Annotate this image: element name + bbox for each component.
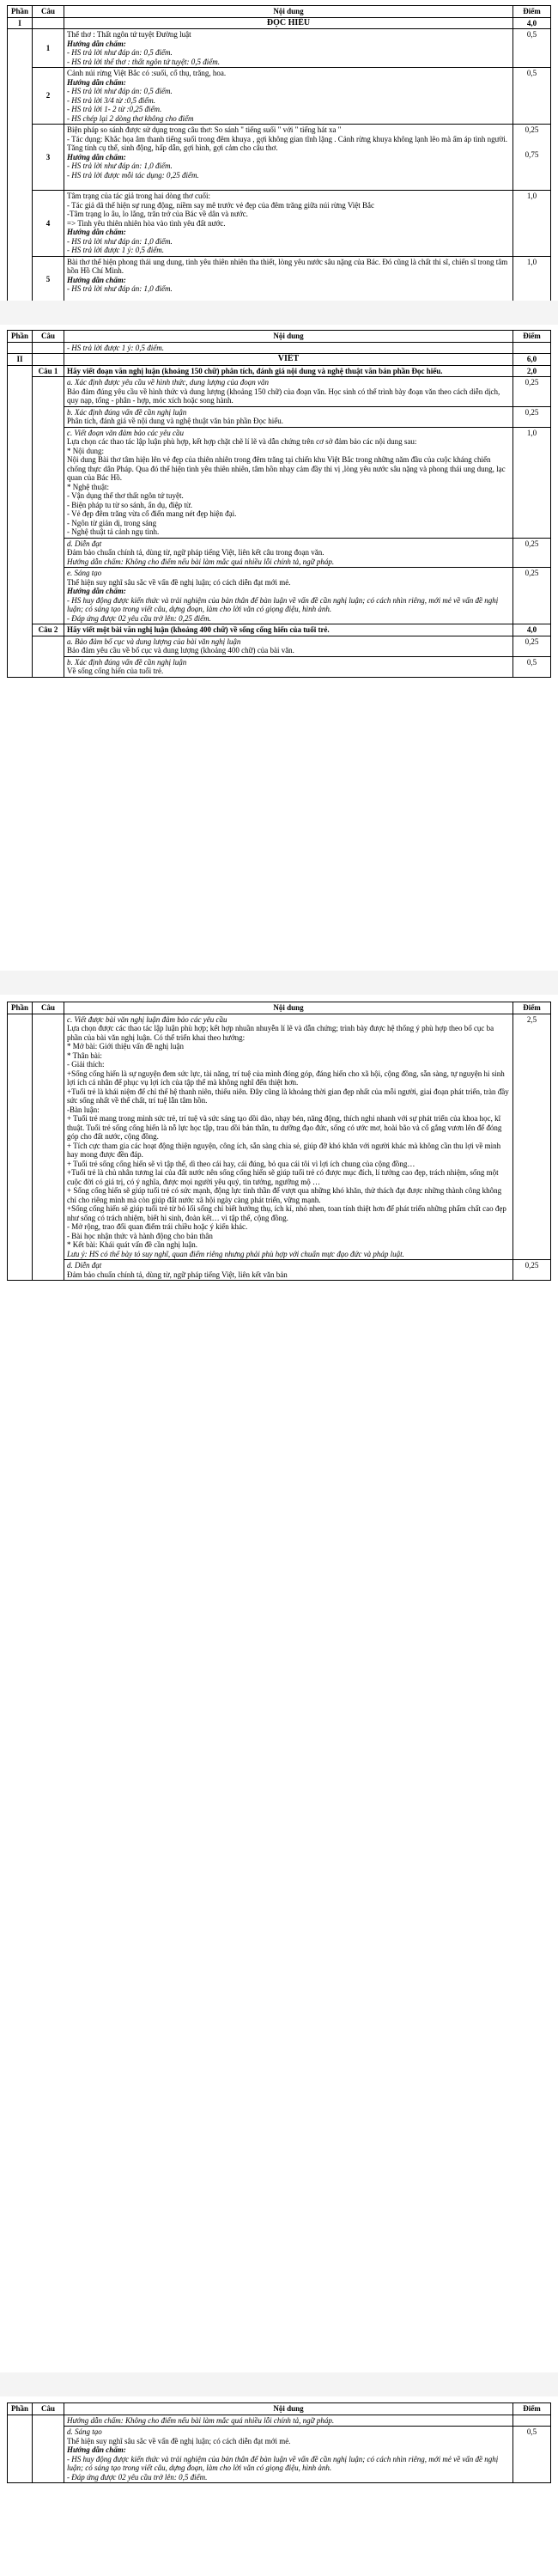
criterion-line: * Mở bài: Giới thiệu vấn đề nghị luận: [67, 1042, 184, 1050]
header-question: Câu: [33, 331, 64, 343]
grading-line: - Đáp ứng được 02 yêu cầu trở lên: 0,25 điểm.: [67, 613, 211, 623]
section-row-reading: [8, 17, 551, 29]
question-row: [8, 256, 551, 303]
points-value: 0,25: [525, 125, 539, 134]
criterion-line: +Sống cống hiến là sự nguyện đem sức lực, tài năng, trí tuệ của mình đóng góp, đáng hiến cho xã hội, cộng đồng, sẵn sàng, tự nguyện hi sinh lợi ích cá nhân để phục vụ lợi ích của tập thể mà không nghĩ đến thiệt hơn.: [67, 1069, 505, 1087]
criterion-line: - Mở rộng, trao đổi quan điểm trái chiều hoặc ý kiến khác.: [67, 1222, 248, 1231]
criterion-line: + Tuổi trẻ mang trong mình sức trẻ, trí tuệ và sức sáng tạo dồi dào, nhạy bén, năng động, thích nghi nhanh với sự phát triển của khoa học, kĩ thuật. Tuổi trẻ sống cống hiến là nỗ lực học tập, trau dồi bản thân, tu dưỡng đạo đức, sống có ước mơ, hoài bão và cố gắng vươn lên để đóng góp cho đất nước, cộng đồng.: [67, 1114, 502, 1141]
header-part: Phần: [8, 331, 33, 343]
page-1: [7, 5, 551, 304]
answer-line: - Tác giả dã thể hiện sự rung động, niềm say mê trước vẻ đẹp của đêm trăng giữa núi rừng Việt Bắc: [67, 200, 375, 210]
answer-table-4: [7, 2402, 551, 2483]
criterion-line: +Tuổi trẻ là chủ nhân tương lai của đất nước nên sống cống hiến sẽ giúp tuổi trẻ có được mục đích, lí tưởng cao đẹp, trách nhiệm, sống một cuộc đời có giá trị, có ý nghĩa, được mọi người yêu quý, tin tưởng, ngưỡng mộ …: [67, 1168, 499, 1186]
grading-line: - HS trả lời thể thơ : thất ngôn tứ tuyệt: 0,5 điểm.: [67, 57, 220, 66]
criterion-points: 0,25: [513, 377, 551, 407]
question-number: Câu 1: [33, 365, 64, 377]
question-content: [64, 125, 513, 191]
grading-line: - HS trả lời như đáp án: 1,0 điểm.: [67, 284, 173, 293]
question-number: Câu 2: [33, 624, 64, 636]
section-points: 6,0: [513, 354, 551, 366]
section-row-writing: [8, 354, 551, 366]
answer-line: - Tác dụng: Khắc họa âm thanh tiếng suối trong đêm khuya , gợi không gian tĩnh lặng . Cảnh rừng khuya không lạnh lẽo mà ấm áp tình người. Tăng tính cụ thể, sinh động, hấp dẫn, gợi hình, gợi cảm cho câu thơ.: [67, 134, 508, 152]
criterion-row: [8, 538, 551, 568]
question-points: 2,0: [513, 365, 551, 377]
criterion-content: [64, 1260, 513, 1281]
criterion-line: - Biện pháp tu từ so sánh, ẩn dụ, điệp từ.: [67, 500, 192, 509]
criterion-row: [8, 406, 551, 427]
criterion-row: [8, 568, 551, 624]
grading-line: - HS chép lại 2 dòng thơ không cho điểm: [67, 113, 194, 123]
grading-line: - HS trả lời như đáp án: 1,0 điểm.: [67, 161, 173, 170]
criterion-line: - Ngôn từ giản dị, trong sáng: [67, 518, 157, 527]
criterion-points: 0,25: [513, 538, 551, 568]
question-title-row: [8, 624, 551, 636]
criterion-points: 0,5: [513, 656, 551, 677]
criterion-line: Lựa chọn các thao tác lập luận phù hợp, kết hợp chặt chẽ lí lẽ và dẫn chứng trên cơ sở đảm bảo các nội dung sau:: [67, 437, 417, 446]
grading-line: - HS trả lời được 1 ý: 0,5 điểm.: [64, 342, 513, 354]
question-number: 3: [33, 125, 64, 191]
question-points: 4,0: [513, 624, 551, 636]
header-content: Nội dung: [64, 331, 513, 343]
criterion-row: [8, 1014, 551, 1260]
page-gap: [0, 2372, 558, 2396]
question-title: Hãy viết một bài văn nghị luận (khoảng 400 chữ) về sống cống hiến của tuổi trẻ.: [64, 624, 513, 636]
criterion-heading: e. Sáng tạo: [67, 569, 102, 577]
criterion-line: Về sống cống hiến của tuổi trẻ.: [67, 667, 164, 675]
question-content: [64, 191, 513, 257]
points-value: 0,75: [525, 149, 539, 159]
grading-heading: Hướng dẫn chấm:: [67, 77, 126, 87]
question-number: 5: [33, 256, 64, 303]
criterion-line: +Sống cống hiến sẽ giúp tuổi trẻ từ bỏ lối sống chỉ biết hưởng thụ, ích kỉ, nhỏ nhen, toan tính thiệt hơn để phát triển những phẩm chất cao đẹp như sống có trách nhiệm, biết hi sinh, đoàn kết… vì tập thể, cộng đồng.: [67, 1204, 506, 1222]
criterion-heading: d. Sáng tạo: [67, 2427, 102, 2436]
criterion-content: [64, 568, 513, 624]
question-points: 0,5: [513, 29, 551, 68]
question-title-row: [8, 365, 551, 377]
page-3: [7, 1002, 551, 1281]
question-content: [64, 68, 513, 125]
header-part: Phần: [8, 6, 33, 18]
criterion-row: [8, 2415, 551, 2427]
answer-line: Cảnh núi rừng Việt Bắc có :suối, cổ thụ, trăng, hoa.: [67, 69, 227, 77]
question-number: 1: [33, 29, 64, 68]
criterion-row: [8, 2427, 551, 2483]
criterion-line: Thể hiện suy nghĩ sâu sắc về vấn đề nghị luận; có cách diễn đạt mới mẻ.: [67, 2436, 291, 2445]
answer-line: Thể thơ : Thất ngôn tứ tuyệt Đường luật: [67, 30, 191, 39]
question-points: 0,5: [513, 68, 551, 125]
grading-line: - HS trả lời 3/4 từ :0,5 điểm.: [67, 95, 155, 105]
criterion-heading: b. Xác định đúng vấn đề cần nghị luận: [67, 407, 187, 417]
grading-heading: Hướng dẫn chấm:: [67, 152, 126, 161]
header-content: Nội dung: [64, 1002, 513, 1014]
answer-line: Biện pháp so sánh được sử dụng trong câu thơ: So sánh " tiếng suối " với " tiếng hát xa ": [67, 125, 342, 134]
criterion-content: [64, 377, 513, 407]
criterion-line: * Nội dung:: [67, 446, 105, 455]
question-content: [64, 256, 513, 303]
grading-heading: Hướng dẫn chấm:: [67, 275, 126, 284]
answer-line: Tâm trạng của tác giả trong hai dòng thơ cuối:: [67, 192, 210, 200]
criterion-line: * Thân bài:: [67, 1050, 102, 1060]
criterion-heading: c. Viết được bài văn nghị luận đảm bảo các yêu cầu: [67, 1014, 227, 1024]
criterion-row: [8, 427, 551, 538]
criterion-row: [8, 377, 551, 407]
page-2: [7, 330, 551, 678]
table-header-row: [8, 331, 551, 343]
criterion-content: [64, 1014, 513, 1260]
header-content: Nội dung: [64, 2403, 513, 2415]
header-part: Phần: [8, 1002, 33, 1014]
question-row: [8, 125, 551, 191]
criterion-line: + Tuổi trẻ sống cống hiến sẽ vì tập thể, dì theo cái hay, cái đúng, bỏ qua cái tôi vì lợi ích chung của cộng đồng…: [67, 1159, 415, 1168]
header-points: Điểm: [513, 331, 551, 343]
header-question: Câu: [33, 6, 64, 18]
grading-heading: Hướng dẫn chấm:: [67, 2445, 126, 2454]
grading-line: - HS trả lời 1- 2 từ :0,25 điểm.: [67, 105, 162, 113]
question-content: [64, 29, 513, 68]
part-number: I: [8, 17, 33, 29]
criterion-line: * Kết bài: Khái quát vấn đề cần nghị luận.: [67, 1240, 197, 1249]
criterion-points: 0,25: [513, 1260, 551, 1281]
criterion-line: Thể hiện suy nghĩ sâu sắc về vấn đề nghị luận; có cách diễn đạt mới mẻ.: [67, 577, 291, 587]
answer-line: => Tinh yêu thiên nhiên hòa vào tình yêu đất nước.: [67, 218, 226, 228]
question-row: [8, 68, 551, 125]
note-line: Lưu ý: HS có thể bày tỏ suy nghĩ, quan điểm riêng nhưng phải phù hợp với chuẩn mực đạo đức và pháp luật.: [67, 1249, 404, 1258]
section-points: 4,0: [513, 17, 551, 29]
header-question: Câu: [33, 2403, 64, 2415]
header-points: Điểm: [513, 2403, 551, 2415]
part-number: II: [8, 354, 33, 366]
criterion-content: [64, 656, 513, 677]
header-question: Câu: [33, 1002, 64, 1014]
criterion-points: 0,25: [513, 406, 551, 427]
criterion-line: Bảo đảm yêu cầu về bố cục và dung lượng (khoảng 400 chữ) của bài văn.: [67, 646, 294, 655]
grading-line: - HS huy động được kiến thức và trải nghiệm của bản thân để bàn luận về vấn đề cần nghị luận; có cách nhìn riêng, mới mẻ về vấn đề nghị luận; có sáng tạo trong viết câu, dựng đoạn, làm cho lời văn có giọng điệu, hình ảnh.: [67, 595, 499, 613]
criterion-points: 0,25: [513, 636, 551, 656]
grading-line: - HS trả lời được 1 ý: 0,5 điểm.: [67, 246, 164, 254]
criterion-line: +Tuổi trẻ là khái niệm để chỉ thế hệ thanh niên, thiếu niên. Đây cũng là khoảng thời gian đẹp nhất của mỗi người, giai đoạn phát triển, tràn đầy sức sống nhất về thể chất, trí tuệ lẫn tâm hồn.: [67, 1087, 509, 1105]
criterion-line: Lựa chọn được các thao tác lập luận phù hợp; kết hợp nhuần nhuyễn lí lẽ và dẫn chứng; trình bày được hệ thống ý phù hợp theo bố cục ba phần của bài văn nghị luận. Có thể triển khai theo hướng:: [67, 1024, 494, 1042]
criterion-heading: c. Viết đoạn văn đảm bảo các yêu cầu: [67, 428, 185, 437]
criterion-line: + Sống cống hiến sẽ giúp tuổi trẻ có sức mạnh, động lực tinh thần để vượt qua những khó khăn, thử thách đạt được những thành công không chỉ cho riêng mình mà còn giúp đất nước xã hội ngày càng phát triển, vững mạnh.: [67, 1186, 502, 1204]
grading-line: - Đáp ứng được 02 yêu cầu trở lên: 0,5 điểm.: [67, 2472, 208, 2482]
criterion-line: Đảm bảo chuẩn chính tả, dùng từ, ngữ pháp tiếng Việt, liên kết câu trong đoạn văn.: [67, 548, 324, 557]
criterion-content: [64, 406, 513, 427]
question-number: 4: [33, 191, 64, 257]
criterion-line: - Vận dụng thể thơ thất ngôn tứ tuyệt.: [67, 491, 184, 500]
table-header-row: [8, 1002, 551, 1014]
question-number: 2: [33, 68, 64, 125]
grading-line: - HS trả lời như đáp án: 1,0 điểm.: [67, 236, 173, 246]
question-row: [8, 191, 551, 257]
header-points: Điểm: [513, 1002, 551, 1014]
header-part: Phần: [8, 2403, 33, 2415]
grading-line: - HS trả lời như đáp án: 0,5 điểm.: [67, 87, 173, 95]
criterion-content: [64, 636, 513, 656]
page-gap: [0, 301, 558, 325]
criterion-content: [64, 2415, 513, 2427]
question-row: [8, 29, 551, 68]
criterion-points: 0,5: [513, 2427, 551, 2483]
criterion-points: 0,25: [513, 568, 551, 624]
grading-line: - HS trả lời như đáp án: 0,5 điểm.: [67, 48, 173, 57]
criterion-line: Nội dung Bài thơ tâm hiện lên vẻ đẹp của thiên nhiên trong đêm trăng tại chiến khu Việt Bắc trong những năm đầu của cuộc kháng chiến chống thực dân Pháp. Qua đó thể hiện tình yêu thiên nhiên, tâm hồn nhạy cảm đầy thi vị ,lòng yêu nước sâu nặng và phong thái ung dung, lạc quan của Bác Hồ.: [67, 455, 506, 482]
answer-table-1: [7, 5, 551, 304]
page-gap: [0, 971, 558, 995]
carry-row: [8, 342, 551, 354]
question-title: Hãy viết đoạn văn nghị luận (khoảng 150 chữ) phân tích, đánh giá nội dung và nghệ thuật văn bản phần Đọc hiểu.: [64, 365, 513, 377]
criterion-heading: a. Bảo đảm bố cục và dung lượng của bài văn nghị luận: [67, 636, 241, 646]
grading-line: Hướng dẫn chấm: Không cho điểm nếu bài làm mắc quá nhiều lỗi chính tả, ngữ pháp.: [67, 2415, 335, 2425]
criterion-content: [64, 427, 513, 538]
question-points: 1,0: [513, 256, 551, 303]
criterion-line: - Vẻ đẹp đêm trăng vừa cổ điển mang nét đẹp hiện đại.: [67, 509, 237, 518]
grading-line: - HS huy động được kiến thức và trải nghiệm của bản thân để bàn luận về vấn đề cần nghị luận; có cách nhìn riêng, mới mẻ về vấn đề nghị luận; có sáng tạo trong viết câu, dựng đoạn, làm cho lời văn có giọng điệu, hình ảnh.: [67, 2454, 499, 2472]
page-4: [7, 2402, 551, 2483]
criterion-line: Phân tích, đánh giá về nội dung và nghệ thuật văn bản phần Đọc hiểu.: [67, 417, 283, 425]
criterion-heading: b. Xác định đúng vấn đề cần nghị luận: [67, 657, 187, 667]
criterion-heading: d. Diễn đạt: [67, 539, 102, 548]
section-title: ĐỌC HIỂU: [64, 17, 513, 29]
criterion-line: - Nghệ thuật tả cảnh ngụ tình.: [67, 527, 160, 536]
criterion-content: [64, 2427, 513, 2483]
answer-table-2: [7, 330, 551, 678]
criterion-points: 1,0: [513, 427, 551, 538]
criterion-line: Bảo đảm đúng yêu cầu về hình thức và dung lượng (khoảng 150 chữ) của đoạn văn. Học sinh có thể trình bày đoạn văn theo cách diễn dịch, quy nạp, tổng - phân - hợp, móc xích hoặc song hành.: [67, 387, 500, 405]
answer-line: -Tâm trạng lo âu, lo lắng, trăn trở của Bác về dân và nước.: [67, 210, 248, 218]
grading-heading: Hướng dẫn chấm:: [67, 39, 126, 48]
answer-table-3: [7, 1002, 551, 1281]
criterion-heading: d. Diễn đạt: [67, 1261, 102, 1270]
table-header-row: [8, 2403, 551, 2415]
header-content: Nội dung: [64, 6, 513, 18]
criterion-line: + Tích cực tham gia các hoạt động thiện nguyện, công ích, sẵn sàng chia sẻ, giúp đỡ khó khăn với người khác mà không cần thu lợi về mình hay mong được đền đáp.: [67, 1141, 501, 1159]
criterion-line: - Bài học nhận thức và hành động cho bản thân: [67, 1231, 213, 1240]
criterion-row: [8, 656, 551, 677]
answer-line: Bài thơ thể hiện phong thái ung dung, tinh yêu thiên nhiên tha thiết, lòng yêu nước sâu nặng của Bác. Đó cũng là chất thi sĩ, chiến sĩ trong tâm hồn Hồ Chí Minh.: [67, 257, 508, 275]
criterion-row: [8, 636, 551, 656]
criterion-content: [64, 538, 513, 568]
section-title: VIẾT: [64, 354, 513, 366]
criterion-row: [8, 1260, 551, 1281]
question-points: [513, 125, 551, 191]
grading-heading: Hướng dẫn chấm:: [67, 228, 126, 236]
table-header-row: [8, 6, 551, 18]
grading-line: Hướng dẫn chấm: Không cho điểm nếu bài làm mắc quá nhiều lỗi chính tả, ngữ pháp.: [67, 557, 335, 566]
criterion-points: 2,5: [513, 1014, 551, 1260]
criterion-line: * Nghệ thuật:: [67, 482, 109, 491]
header-points: Điểm: [513, 6, 551, 18]
question-points: 1,0: [513, 191, 551, 257]
grading-heading: Hướng dẫn chấm:: [67, 587, 126, 595]
criterion-line: - Giải thích:: [67, 1060, 105, 1069]
criterion-heading: a. Xác định được yêu cầu về hình thức, dung lượng của đoạn văn: [67, 378, 270, 387]
criterion-line: -Bàn luận:: [67, 1105, 100, 1114]
criterion-line: Đảm bảo chuẩn chính tả, dùng từ, ngữ pháp tiếng Việt, liên kết văn bản: [67, 1270, 288, 1279]
grading-line: - HS trả lời được mỗi tác dụng: 0,25 điểm.: [67, 170, 199, 180]
